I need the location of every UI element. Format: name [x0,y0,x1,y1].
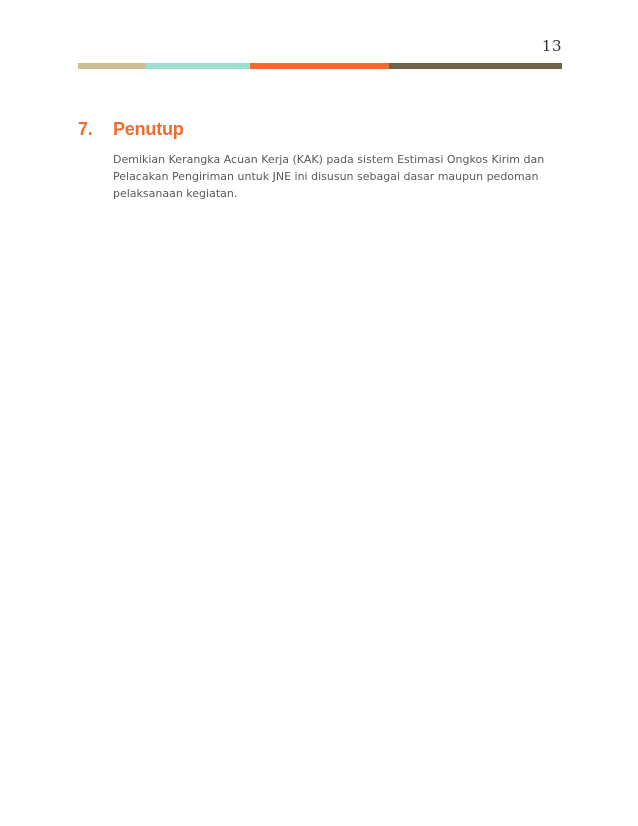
section-body-text: Demikian Kerangka Acuan Kerja (KAK) pada sistem Estimasi Ongkos Kirim dan Pelacakan Pengiriman untuk JNE ini disusun sebagai dasar maupun pedoman pelaksanaan kegiatan. [113,153,545,200]
section-heading [78,117,548,141]
section-title: Penutup [113,119,184,139]
color-bar-segment-brown [389,63,562,69]
color-bar-segment-orange [250,63,389,69]
color-bar-segment-mint [146,63,250,69]
section-number: 7. [78,119,93,139]
header-color-bar [78,63,562,69]
section-penutup [78,117,548,202]
page-number: 13 [541,37,562,55]
color-bar-segment-tan [78,63,146,69]
